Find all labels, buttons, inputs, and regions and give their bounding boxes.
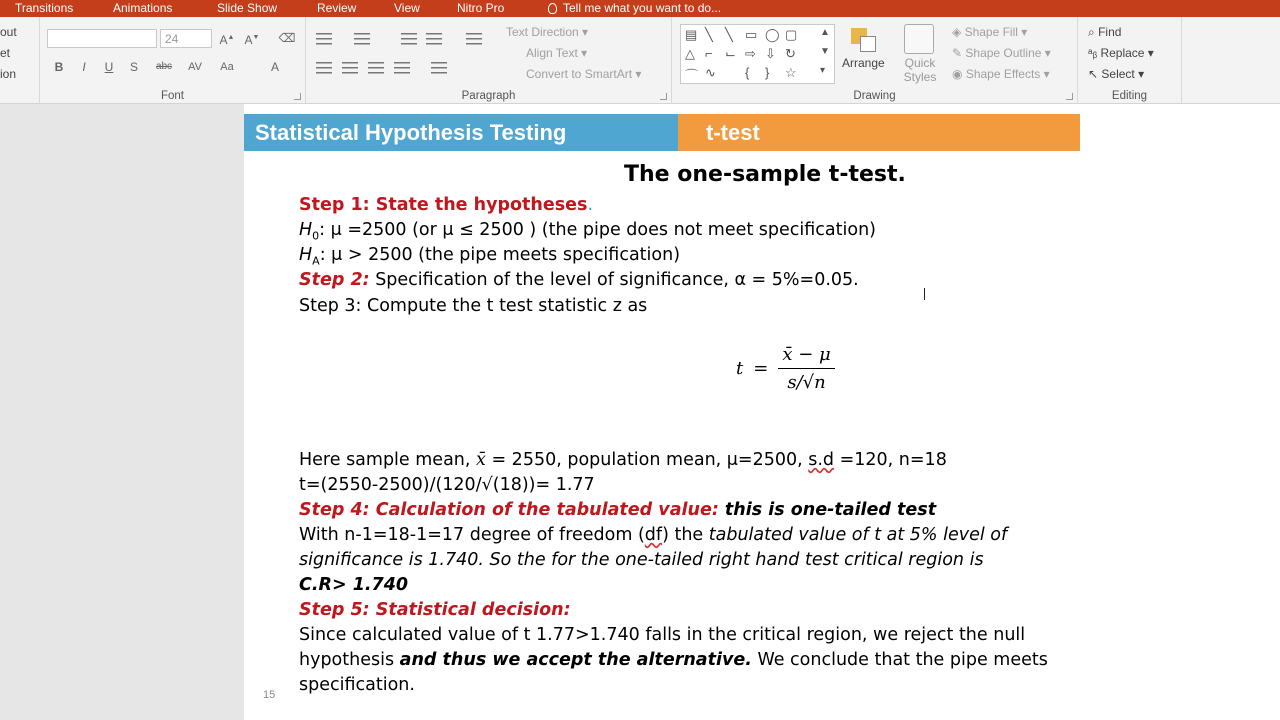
step2-line[interactable] [299, 270, 859, 290]
step5-l2-a: hypothesis [299, 650, 400, 670]
step4-label: Step 4: Calculation of the tabulated value: [299, 500, 719, 520]
shape-outline-button[interactable]: ✎ Shape Outline ▾ [952, 46, 1051, 60]
ribbon-group-editing [1078, 17, 1182, 104]
header-left-banner: Statistical Hypothesis Testing [244, 114, 678, 151]
grow-font-icon[interactable]: A▲ [219, 33, 235, 47]
text-cursor-icon [924, 288, 928, 300]
more-shapes-icon[interactable]: ▾ [820, 65, 826, 76]
connector-shape-icon[interactable]: ⌙ [725, 46, 736, 61]
scroll-up-icon[interactable]: ▲ [820, 27, 830, 38]
h0-line[interactable] [299, 220, 876, 243]
connector-shape-icon[interactable]: ⌐ [705, 46, 713, 61]
ribbon-group-paragraph [306, 17, 672, 104]
decrease-indent-icon[interactable] [401, 33, 417, 45]
replace-button[interactable]: ᵃᵦ Replace ▾ [1088, 46, 1154, 60]
arrange-button[interactable]: Arrange [842, 56, 885, 70]
select-label: Select [1101, 67, 1135, 81]
step4-line[interactable] [299, 500, 936, 520]
font-group-label: Font [160, 90, 184, 102]
freeform-shape-icon[interactable]: ∿ [705, 65, 716, 80]
line-spacing-icon[interactable] [466, 33, 482, 45]
sample-mean-line[interactable] [299, 450, 947, 470]
brace-shape-icon[interactable]: { [745, 65, 750, 80]
underline-icon[interactable]: U [104, 60, 114, 74]
step3-line[interactable]: Step 3: Compute the t test statistic z as [299, 296, 648, 316]
increase-indent-icon[interactable] [426, 33, 442, 45]
char-spacing-icon[interactable]: AV [188, 61, 202, 73]
step1-label: Step 1: State the hypotheses [299, 195, 588, 215]
arrow-right-shape-icon[interactable]: ⇨ [745, 46, 756, 61]
step5-body-line3[interactable]: specification. [299, 675, 415, 695]
align-right-icon[interactable] [368, 62, 384, 74]
find-button[interactable] [1088, 25, 1121, 40]
change-case-icon[interactable]: Aa [220, 61, 234, 73]
quick-styles-icon[interactable] [904, 24, 934, 54]
bullets-icon[interactable] [316, 33, 332, 45]
align-left-icon[interactable] [316, 62, 332, 74]
brace-shape-icon[interactable]: } [765, 65, 770, 80]
header-right-banner: t-test [678, 114, 1080, 151]
shape-fill-button[interactable]: ◈ Shape Fill ▾ [952, 25, 1028, 39]
step1-period: . [587, 195, 594, 215]
drawing-dialog-launcher-icon[interactable] [1066, 93, 1073, 100]
slide-title[interactable]: The one-sample t-test. [624, 162, 906, 187]
sample-text-c: =120, n=18 [834, 450, 947, 470]
step5-l2-bold-italic: and thus we accept the alternative. [399, 650, 752, 670]
critical-region-line[interactable]: C.R> 1.740 [299, 575, 409, 595]
numbering-icon[interactable] [354, 33, 370, 45]
select-button[interactable]: ↖ Select ▾ [1088, 67, 1145, 81]
line-shape-icon[interactable]: ╲ [705, 27, 713, 42]
align-text-label: Align Text [526, 46, 578, 60]
strikethrough-icon[interactable]: abc [155, 61, 173, 72]
select-arrow-icon: ↖ [1088, 67, 1099, 81]
shadow-icon[interactable]: S [129, 60, 138, 74]
step5-body-line1[interactable]: Since calculated value of t 1.77>1.740 falls in the critical region, we reject the null [299, 625, 1026, 645]
tell-me-box[interactable] [548, 1, 721, 15]
justify-icon[interactable] [394, 62, 410, 74]
bold-icon[interactable]: B [54, 60, 64, 74]
line-shape-icon[interactable]: ╲ [725, 27, 733, 42]
formula-denominator: s/√n [787, 372, 826, 393]
clear-formatting-icon[interactable]: ⌫ [278, 31, 296, 45]
replace-icon: ᵃᵦ [1088, 46, 1098, 60]
star-shape-icon[interactable]: ☆ [785, 65, 797, 80]
ha-subscript: A [312, 254, 320, 268]
ribbon [0, 17, 1280, 104]
section-button[interactable]: ion [0, 67, 17, 81]
editing-group-label: Editing [1111, 90, 1148, 102]
triangle-shape-icon[interactable]: △ [685, 46, 695, 61]
shape-outline-label: Shape Outline [965, 46, 1042, 60]
ribbon-group-drawing [672, 17, 1078, 104]
font-color-icon[interactable]: A [270, 60, 279, 74]
align-text-button[interactable]: Align Text ▾ [526, 46, 588, 60]
quick-styles-button[interactable]: Quick Styles [903, 56, 937, 84]
formula-fraction [778, 344, 834, 393]
font-name-box[interactable] [47, 29, 157, 48]
step5-l2-b: We conclude that the pipe meets [751, 650, 1048, 670]
lightbulb-icon [548, 3, 557, 14]
align-center-icon[interactable] [342, 62, 358, 74]
step4-bold: this is one-tailed test [718, 500, 937, 520]
h0-subscript: 0 [312, 229, 320, 243]
step4-body-line1[interactable] [299, 525, 1007, 545]
reset-button[interactable]: et [0, 46, 11, 60]
tab-animations[interactable]: Animations [113, 1, 173, 15]
rounded-rect-shape-icon[interactable]: ▢ [785, 27, 798, 42]
tab-nitro-pro[interactable]: Nitro Pro [457, 1, 505, 15]
layout-button[interactable]: out [0, 25, 17, 39]
ribbon-group-slides [0, 17, 40, 104]
drawing-group-label: Drawing [853, 90, 896, 102]
italic-icon[interactable]: I [82, 60, 86, 74]
paragraph-dialog-launcher-icon[interactable] [660, 93, 667, 100]
step4-l1-italic: tabulated value of t at 5% level of [708, 525, 1008, 545]
curve-shape-icon[interactable]: ↻ [785, 46, 796, 61]
ha-line[interactable] [299, 245, 680, 268]
find-label: Find [1098, 25, 1122, 39]
sample-text-b: = 2550, population mean, μ=2500, [485, 450, 809, 470]
step4-body-line2[interactable]: significance is 1.740. So the for the one-tailed right hand test critical region is [299, 550, 984, 570]
textbox-shape-icon[interactable]: ▤ [685, 27, 698, 42]
arrow-down-shape-icon[interactable]: ⇩ [765, 46, 776, 61]
h0-symbol: H [299, 220, 313, 240]
scroll-down-icon[interactable]: ▼ [820, 46, 830, 57]
replace-label: Replace [1100, 46, 1145, 60]
rectangle-shape-icon[interactable]: ▭ [745, 27, 758, 42]
step2-text: Specification of the level of significance, α = 5%=0.05. [369, 270, 859, 290]
step2-label: Step 2: [299, 270, 370, 290]
h0-text: : μ =2500 (or μ ≤ 2500 ) (the pipe does not meet specification) [319, 220, 876, 240]
arrange-icon[interactable] [851, 24, 881, 54]
step1-line[interactable] [299, 195, 593, 215]
tab-transitions[interactable]: Transitions [15, 1, 74, 15]
tab-slide-show[interactable]: Slide Show [217, 1, 278, 15]
text-direction-label: Text Direction [506, 25, 579, 39]
formula-numerator: x̄ − μ [778, 344, 834, 369]
font-size-value: 24 [165, 32, 179, 46]
text-direction-button[interactable]: Text Direction ▾ [506, 25, 589, 39]
step4-l1-a: With n-1=18-1=17 degree of freedom ( [299, 525, 645, 545]
tell-me-text: Tell me what you want to do... [563, 1, 722, 15]
ribbon-tab-bar [0, 0, 1280, 17]
shape-effects-button[interactable]: ◉ Shape Effects ▾ [952, 67, 1050, 81]
ribbon-group-font [40, 17, 306, 104]
shrink-font-icon[interactable]: A▼ [244, 33, 260, 47]
tab-review[interactable]: Review [317, 1, 357, 15]
oval-shape-icon[interactable]: ◯ [765, 27, 780, 42]
formula-equals: = [753, 358, 769, 379]
ha-text: : μ > 2500 (the pipe meets specification) [319, 245, 681, 265]
convert-smartart-button[interactable]: Convert to SmartArt ▾ [526, 67, 642, 81]
shape-effects-label: Shape Effects [965, 67, 1041, 81]
slide-thumbnails-pane[interactable] [0, 104, 244, 720]
slide-page-number: 15 [263, 689, 276, 701]
font-dialog-launcher-icon[interactable] [294, 93, 301, 100]
font-size-box[interactable] [160, 29, 212, 48]
shape-fill-label: Shape Fill [964, 25, 1018, 39]
arc-shape-icon[interactable]: ⌒ [685, 68, 699, 83]
convert-smartart-label: Convert to SmartArt [526, 67, 633, 81]
formula-lhs: t [736, 358, 744, 379]
step5-body-line2[interactable] [299, 650, 1048, 670]
tab-view[interactable]: View [394, 1, 420, 15]
ha-symbol: H [299, 245, 313, 265]
find-icon: ⌕ [1088, 25, 1095, 39]
slide-canvas[interactable] [244, 104, 1280, 720]
t-statistic-formula[interactable] [736, 344, 835, 393]
calc-line[interactable]: t=(2550-2500)/(120/√(18))= 1.77 [299, 475, 595, 495]
sample-xbar: x̄ [476, 450, 486, 470]
shapes-gallery[interactable] [680, 24, 835, 84]
paragraph-group-label: Paragraph [461, 90, 516, 102]
step4-l1-df: df [644, 525, 663, 545]
step5-line[interactable]: Step 5: Statistical decision: [299, 600, 571, 620]
columns-icon[interactable] [431, 62, 447, 74]
sample-sd: s.d [808, 450, 835, 470]
sample-text-a: Here sample mean, [299, 450, 477, 470]
step4-l1-b: ) the [662, 525, 709, 545]
